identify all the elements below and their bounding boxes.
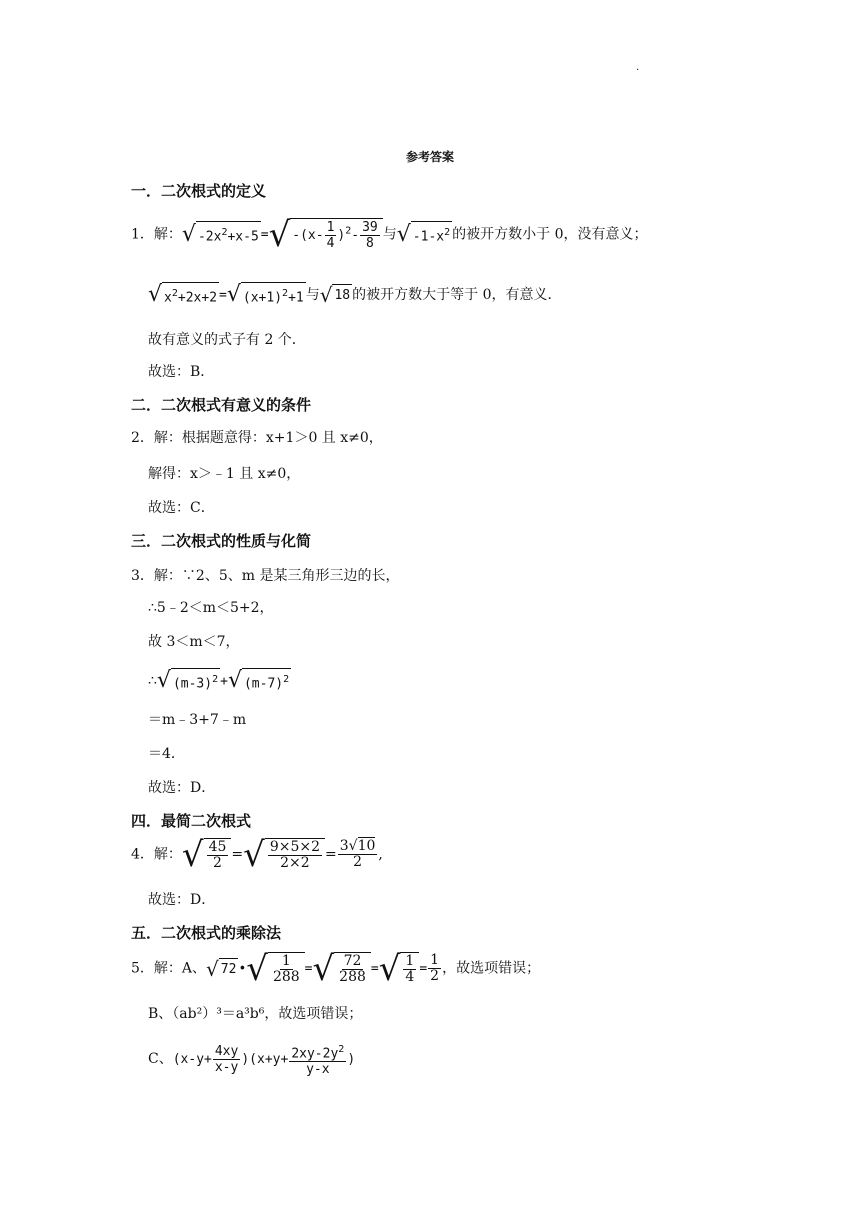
radical-expr-9: √ $\frac{45}{2}$ <box>182 838 232 871</box>
q1-line1-tail: 的被开方数小于 0，没有意义； <box>452 226 648 243</box>
q2-answer: 故选：C． <box>148 500 215 516</box>
q5-line-b: B、（ab²）³＝a³b⁶，故选项错误； <box>148 1006 363 1022</box>
q5-line-c: C、(x-y+ $\frac{4xy}{x-y}$ )(x+y+ $\frac{2xy-2y^2}{y-x}$ ) <box>148 1044 356 1078</box>
radical-expr-7: √ $(m-3)^2$ <box>156 668 219 694</box>
radical-expr-12: √ $\frac{1}{288}$ <box>246 952 304 985</box>
q3-line5: ＝m﹣3+7﹣m <box>148 712 247 728</box>
q3-line1: 3．解：∵2、5、m 是某三角形三边的长， <box>131 568 400 584</box>
q1-line3: 故有意义的式子有 2 个． <box>148 332 306 348</box>
header-dot: . <box>636 62 640 73</box>
q3-answer: 故选：D． <box>148 780 216 796</box>
q5-line-a: 5．解：A、√ 72 •√ $\frac{1}{288}$ =√ $\frac{72}{288}$ =√ $\frac{1}{4}$ = $\frac{1}{2}$ ，故选项错误； <box>131 948 541 989</box>
q1-line2-tail: 的被开方数大于等于 0，有意义． <box>352 287 562 304</box>
radical-expr-14: √ $\frac{1}{4}$ <box>379 952 420 985</box>
q1-number: 1．解： <box>131 226 182 243</box>
q5-a-tail: ，故选项错误； <box>442 960 541 977</box>
section-heading-2: 二．二次根式有意义的条件 <box>131 396 312 414</box>
q1-line2: √ $x^2+2x+2$ =√ $(x+1)^2+1$ 与√ 18 的被开方数大于等于 0，有意义． <box>148 282 562 308</box>
radical-expr-3: √ $-1-x^2$ <box>396 221 451 247</box>
radical-expr-6: √ 18 <box>319 283 351 308</box>
section-heading-4: 四．最简二次根式 <box>131 812 252 830</box>
q3-line2: ∴5﹣2＜m＜5+2， <box>148 600 274 616</box>
radical-expr-13: √ $\frac{72}{288}$ <box>313 952 371 985</box>
radical-expr-8: √ $(m-7)^2$ <box>227 668 290 694</box>
q4-answer: 故选：D． <box>148 892 216 908</box>
fraction-half: $\frac{1}{2}$ <box>430 952 440 984</box>
q5-c-prefix: C、 <box>148 1051 173 1068</box>
radical-expr-5: √ $(x+1)^2+1$ <box>226 282 304 308</box>
fraction-result: $\frac{3√10}{2}$ <box>339 838 376 870</box>
radical-expr-4: √ $x^2+2x+2$ <box>148 282 218 308</box>
section-heading-3: 三．二次根式的性质与化简 <box>131 532 312 550</box>
q3-line3: 故 3＜m＜7， <box>148 634 240 650</box>
q1-line1: 1．解：√ $-2x^2+x-5$ =√ -(x- $\frac{1}{4}$ )$^2$- $\frac{39}{8}$ 与√ $-1-x^2$ 的被开方数小于 0，没有意义； <box>131 214 648 255</box>
radical-expr-2: √ -(x- $\frac{1}{4}$ )$^2$- $\frac{39}{8}$ <box>269 218 383 251</box>
radical-expr-10: √ $\frac{9\times 5\times 2}{2\times 2}$ <box>243 838 325 871</box>
radical-expr-1: √ $-2x^2+x-5$ <box>181 221 259 247</box>
text-yu-2: 与 <box>305 287 320 304</box>
q5-number: 5．解：A、 <box>131 960 207 977</box>
therefore-symbol: ∴ <box>148 673 157 690</box>
q2-line2: 解得：x＞﹣1 且 x≠0， <box>148 466 301 482</box>
q3-line6: ＝4． <box>148 746 185 762</box>
q2-line1: 2．解：根据题意得：x+1＞0 且 x≠0， <box>131 430 383 446</box>
text-yu: 与 <box>382 226 397 243</box>
q1-answer: 故选：B． <box>148 364 215 380</box>
radical-expr-11: √ 72 <box>206 956 237 981</box>
section-heading-5: 五．二次根式的乘除法 <box>131 924 282 942</box>
section-heading-1: 一．二次根式的定义 <box>131 182 267 200</box>
q4-line1: 4．解：√ $\frac{45}{2}$ =√ $\frac{9\times 5\times 2}{2\times 2}$ = $\frac{3√10}{2}$ , <box>131 834 383 875</box>
page-title: 参考答案 <box>406 150 455 164</box>
q3-line4: ∴√ $(m-3)^2$ +√ $(m-7)^2$ <box>148 668 290 694</box>
q4-number: 4．解： <box>131 846 182 863</box>
